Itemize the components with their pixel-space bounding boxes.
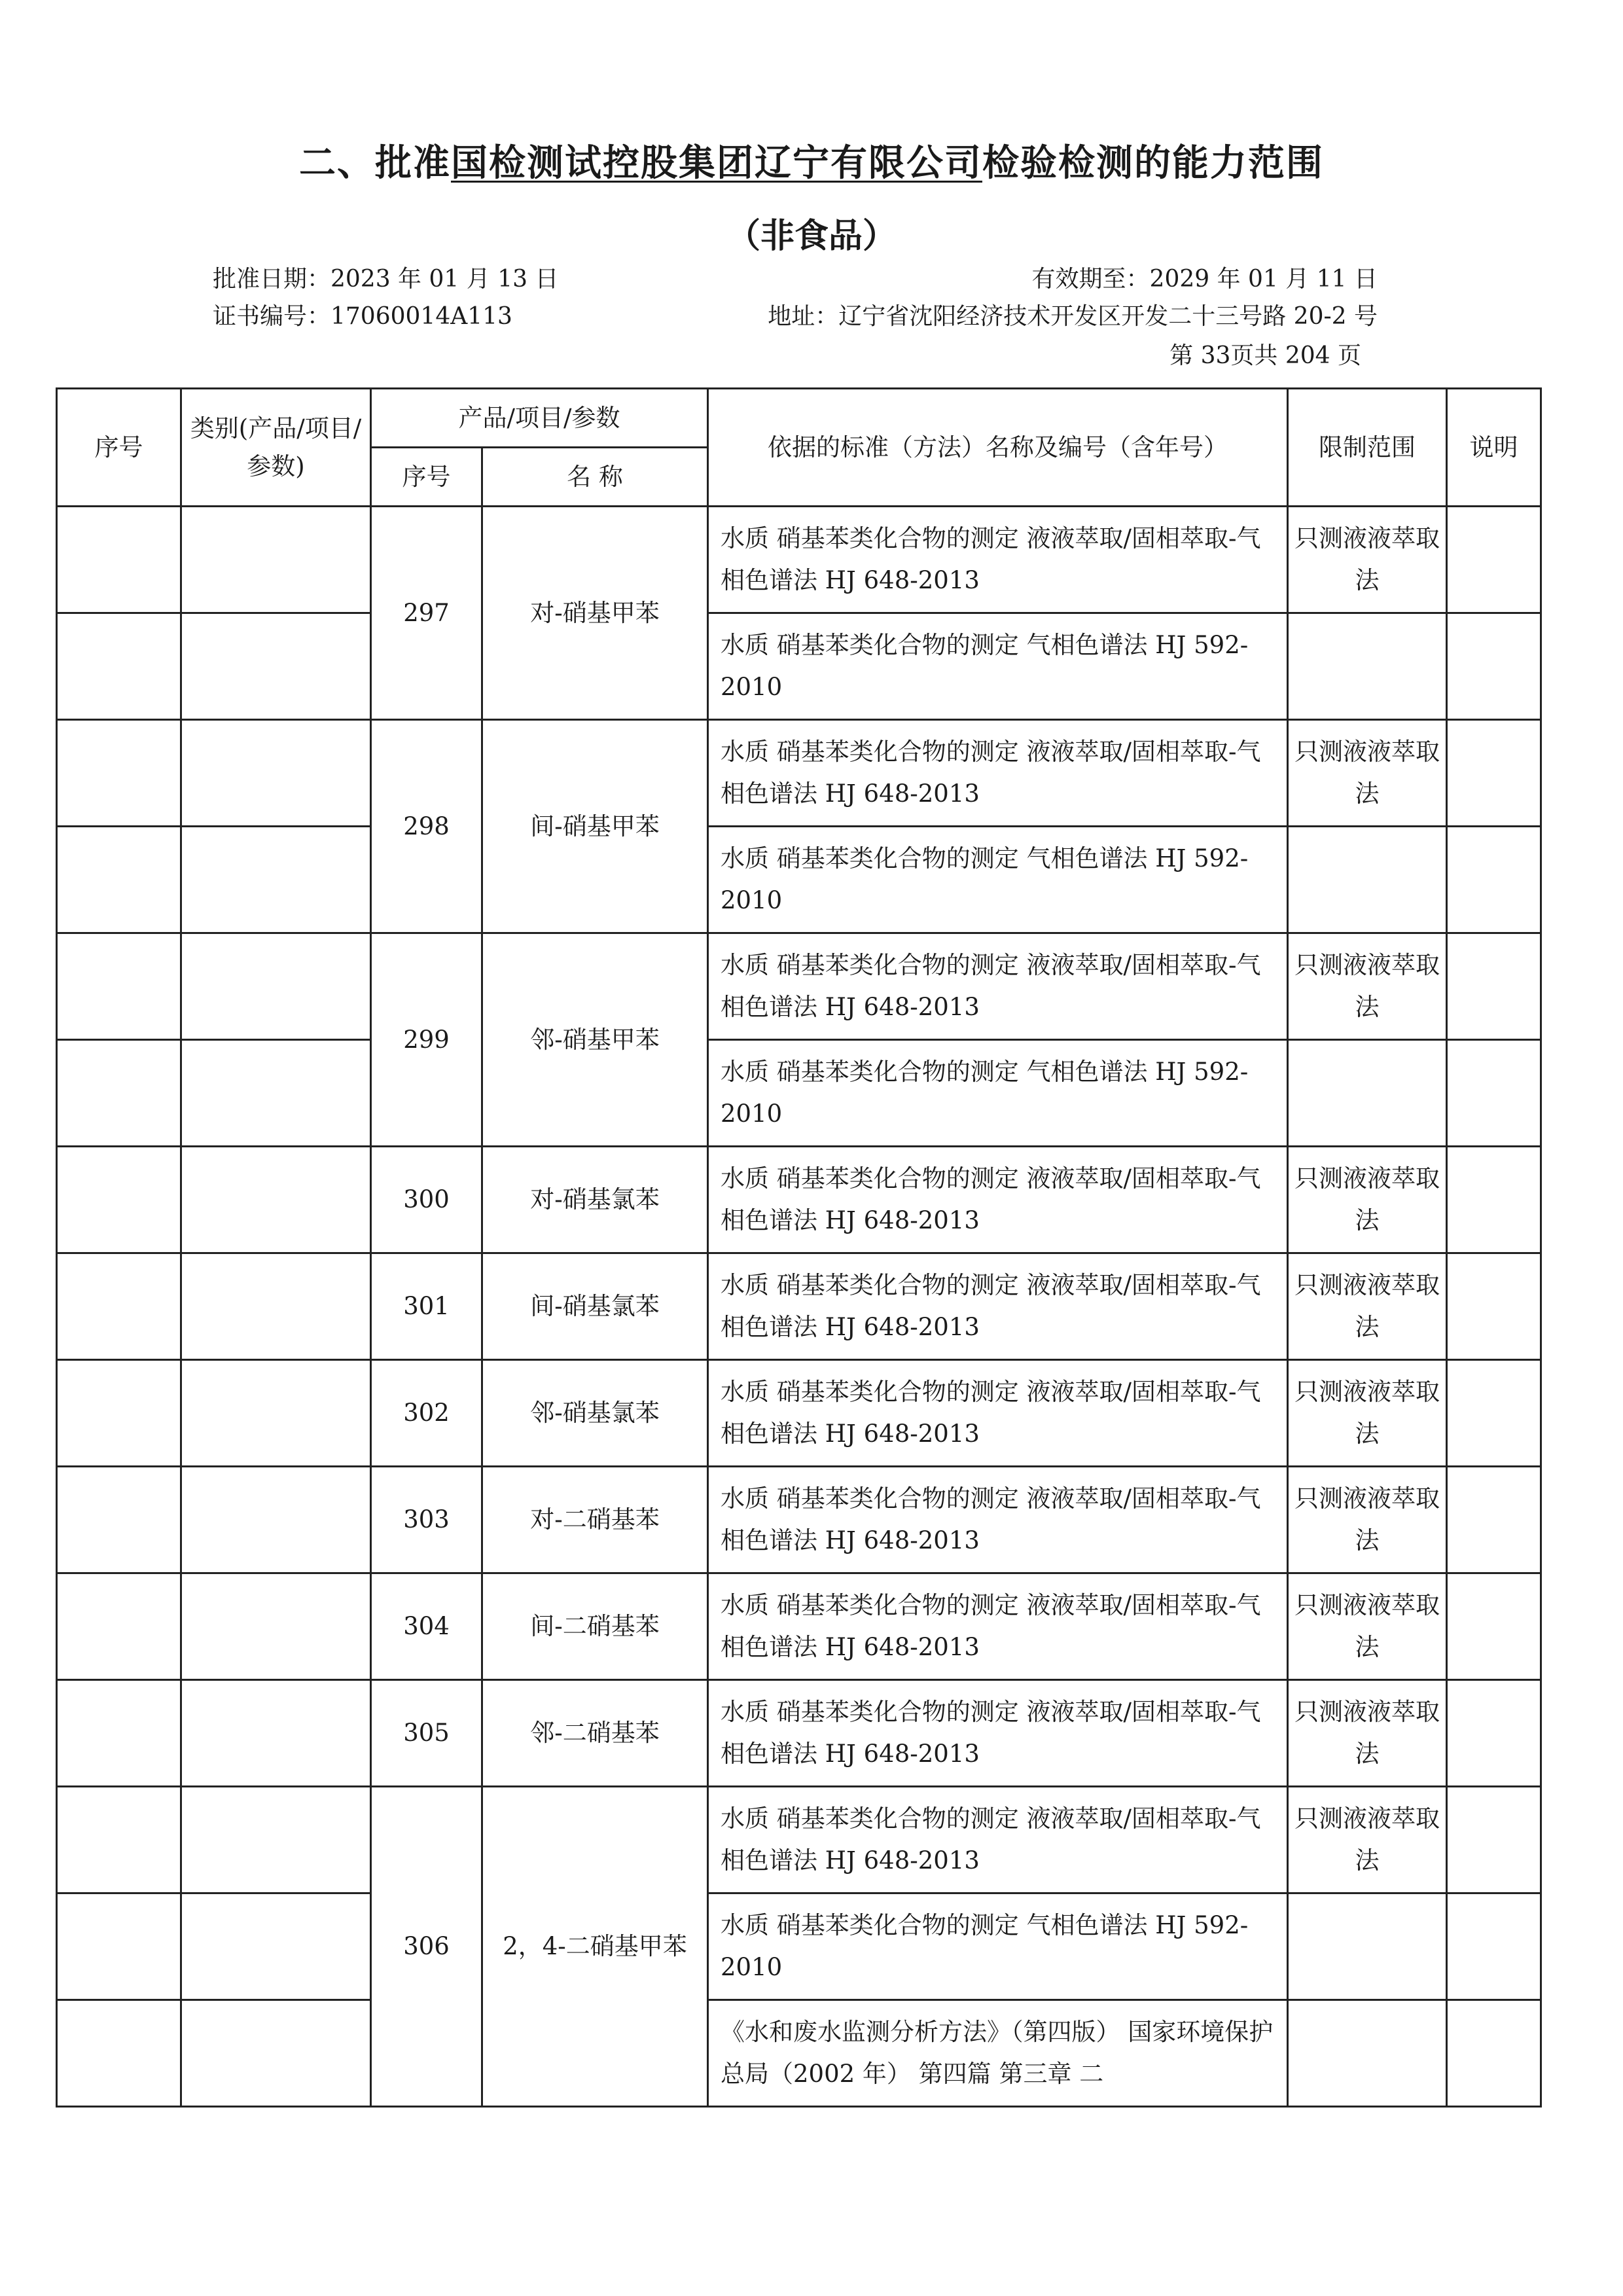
limit-text: [1288, 827, 1447, 933]
title-prefix: 二、批准: [299, 142, 451, 185]
item-name: 对-硝基甲苯: [482, 507, 708, 720]
item-seq: 298: [371, 720, 482, 933]
title-suffix: 检验检测的能力范围: [982, 142, 1324, 185]
page-number: 第 33页共 204 页: [1169, 342, 1361, 369]
table-row: [57, 1360, 1541, 1467]
row-seq-cell: [57, 2000, 181, 2107]
item-name: 2，4-二硝基甲苯: [482, 1787, 708, 2107]
note-cell: [1447, 1040, 1541, 1147]
header-product-group: 产品/项目/参数: [371, 389, 708, 448]
standard-text: 水质 硝基苯类化合物的测定 气相色谱法 HJ 592-2010: [708, 827, 1288, 933]
table-row: [57, 1573, 1541, 1680]
approval-date: 批准日期：2023 年 01 月 13 日: [213, 266, 559, 293]
item-name: 间-硝基氯苯: [482, 1253, 708, 1360]
limit-text: 只测液液萃取法: [1288, 1680, 1447, 1787]
standard-text: 水质 硝基苯类化合物的测定 液液萃取/固相萃取-气相色谱法 HJ 648-2013: [708, 1360, 1288, 1467]
capability-table: [56, 387, 1542, 2108]
standard-text: 水质 硝基苯类化合物的测定 液液萃取/固相萃取-气相色谱法 HJ 648-2013: [708, 1573, 1288, 1680]
standard-text: 水质 硝基苯类化合物的测定 液液萃取/固相萃取-气相色谱法 HJ 648-2013: [708, 1147, 1288, 1253]
row-category-cell: [181, 1573, 371, 1680]
note-cell: [1447, 2000, 1541, 2107]
certificate-number: 证书编号：17060014A113: [213, 303, 512, 330]
limit-text: 只测液液萃取法: [1288, 1253, 1447, 1360]
standard-text: 水质 硝基苯类化合物的测定 液液萃取/固相萃取-气相色谱法 HJ 648-2013: [708, 1787, 1288, 1893]
row-category-cell: [181, 1147, 371, 1253]
table-row: [57, 720, 1541, 827]
standard-text: 水质 硝基苯类化合物的测定 液液萃取/固相萃取-气相色谱法 HJ 648-2013: [708, 720, 1288, 827]
header-standard: 依据的标准（方法）名称及编号（含年号）: [708, 389, 1288, 507]
row-category-cell: [181, 827, 371, 933]
row-category-cell: [181, 1680, 371, 1787]
title-organization: 国检测试控股集团辽宁有限公司: [451, 142, 982, 185]
row-category-cell: [181, 2000, 371, 2107]
table-row: [57, 1893, 1541, 2000]
item-seq: 299: [371, 933, 482, 1147]
limit-text: [1288, 613, 1447, 720]
table-row: [57, 933, 1541, 1040]
header-name: 名 称: [482, 448, 708, 507]
table-row: [57, 507, 1541, 613]
table-row: [57, 1040, 1541, 1147]
standard-text: 水质 硝基苯类化合物的测定 气相色谱法 HJ 592-2010: [708, 1040, 1288, 1147]
item-name: 邻-二硝基苯: [482, 1680, 708, 1787]
row-category-cell: [181, 1253, 371, 1360]
row-seq-cell: [57, 1467, 181, 1573]
item-seq: 301: [371, 1253, 482, 1360]
note-cell: [1447, 1893, 1541, 2000]
item-seq: 306: [371, 1787, 482, 2107]
standard-text: 水质 硝基苯类化合物的测定 液液萃取/固相萃取-气相色谱法 HJ 648-2013: [708, 1253, 1288, 1360]
row-seq-cell: [57, 1147, 181, 1253]
table-row: [57, 1253, 1541, 1360]
item-seq: 300: [371, 1147, 482, 1253]
limit-text: [1288, 1040, 1447, 1147]
row-seq-cell: [57, 1040, 181, 1147]
row-seq-cell: [57, 933, 181, 1040]
limit-text: 只测液液萃取法: [1288, 507, 1447, 613]
row-category-cell: [181, 720, 371, 827]
item-name: 对-二硝基苯: [482, 1467, 708, 1573]
row-category-cell: [181, 507, 371, 613]
table-row: [57, 613, 1541, 720]
note-cell: [1447, 933, 1541, 1040]
item-name: 对-硝基氯苯: [482, 1147, 708, 1253]
note-cell: [1447, 1147, 1541, 1253]
row-seq-cell: [57, 1573, 181, 1680]
table-row: [57, 1787, 1541, 1893]
table-row: [57, 1467, 1541, 1573]
item-seq: 304: [371, 1573, 482, 1680]
limit-text: 只测液液萃取法: [1288, 1147, 1447, 1253]
note-cell: [1447, 1680, 1541, 1787]
note-cell: [1447, 507, 1541, 613]
limit-text: [1288, 1893, 1447, 2000]
row-category-cell: [181, 613, 371, 720]
table-row: [57, 2000, 1541, 2107]
standard-text: 水质 硝基苯类化合物的测定 液液萃取/固相萃取-气相色谱法 HJ 648-2013: [708, 507, 1288, 613]
standard-text: 水质 硝基苯类化合物的测定 气相色谱法 HJ 592-2010: [708, 1893, 1288, 2000]
item-name: 邻-硝基甲苯: [482, 933, 708, 1147]
limit-text: 只测液液萃取法: [1288, 933, 1447, 1040]
table-row: [57, 1680, 1541, 1787]
note-cell: [1447, 1360, 1541, 1467]
address: 地址：辽宁省沈阳经济技术开发区开发二十三号路 20-2 号: [768, 303, 1378, 330]
standard-text: 水质 硝基苯类化合物的测定 液液萃取/固相萃取-气相色谱法 HJ 648-2013: [708, 933, 1288, 1040]
row-category-cell: [181, 933, 371, 1040]
page-subtitle: （非食品）: [726, 217, 897, 256]
note-cell: [1447, 720, 1541, 827]
header-sub-seq: 序号: [371, 448, 482, 507]
header-limit: 限制范围: [1288, 389, 1447, 507]
row-seq-cell: [57, 1787, 181, 1893]
item-seq: 305: [371, 1680, 482, 1787]
limit-text: 只测液液萃取法: [1288, 720, 1447, 827]
valid-until: 有效期至：2029 年 01 月 11 日: [1031, 266, 1378, 293]
standard-text: 《水和废水监测分析方法》（第四版） 国家环境保护总局（2002 年） 第四篇 第三章 二: [708, 2000, 1288, 2107]
item-seq: 303: [371, 1467, 482, 1573]
row-seq-cell: [57, 1253, 181, 1360]
row-seq-cell: [57, 1893, 181, 2000]
row-seq-cell: [57, 720, 181, 827]
standard-text: 水质 硝基苯类化合物的测定 液液萃取/固相萃取-气相色谱法 HJ 648-2013: [708, 1680, 1288, 1787]
row-category-cell: [181, 1467, 371, 1573]
standard-text: 水质 硝基苯类化合物的测定 气相色谱法 HJ 592-2010: [708, 613, 1288, 720]
limit-text: 只测液液萃取法: [1288, 1467, 1447, 1573]
note-cell: [1447, 613, 1541, 720]
row-seq-cell: [57, 613, 181, 720]
table-row: [57, 827, 1541, 933]
limit-text: [1288, 2000, 1447, 2107]
note-cell: [1447, 1573, 1541, 1680]
item-name: 间-二硝基苯: [482, 1573, 708, 1680]
row-seq-cell: [57, 827, 181, 933]
page-title: [0, 134, 1623, 187]
limit-text: 只测液液萃取法: [1288, 1360, 1447, 1467]
row-category-cell: [181, 1787, 371, 1893]
row-category-cell: [181, 1360, 371, 1467]
item-seq: 297: [371, 507, 482, 720]
item-name: 邻-硝基氯苯: [482, 1360, 708, 1467]
header-seq: 序号: [57, 389, 181, 507]
row-category-cell: [181, 1893, 371, 2000]
note-cell: [1447, 827, 1541, 933]
row-seq-cell: [57, 1680, 181, 1787]
limit-text: 只测液液萃取法: [1288, 1573, 1447, 1680]
item-name: 间-硝基甲苯: [482, 720, 708, 933]
header-category: 类别(产品/项目/参数): [181, 389, 371, 507]
note-cell: [1447, 1253, 1541, 1360]
limit-text: 只测液液萃取法: [1288, 1787, 1447, 1893]
header-note: 说明: [1447, 389, 1541, 507]
table-header-row: [57, 389, 1541, 448]
table-row: [57, 1147, 1541, 1253]
item-seq: 302: [371, 1360, 482, 1467]
row-category-cell: [181, 1040, 371, 1147]
note-cell: [1447, 1467, 1541, 1573]
note-cell: [1447, 1787, 1541, 1893]
row-seq-cell: [57, 507, 181, 613]
standard-text: 水质 硝基苯类化合物的测定 液液萃取/固相萃取-气相色谱法 HJ 648-2013: [708, 1467, 1288, 1573]
row-seq-cell: [57, 1360, 181, 1467]
